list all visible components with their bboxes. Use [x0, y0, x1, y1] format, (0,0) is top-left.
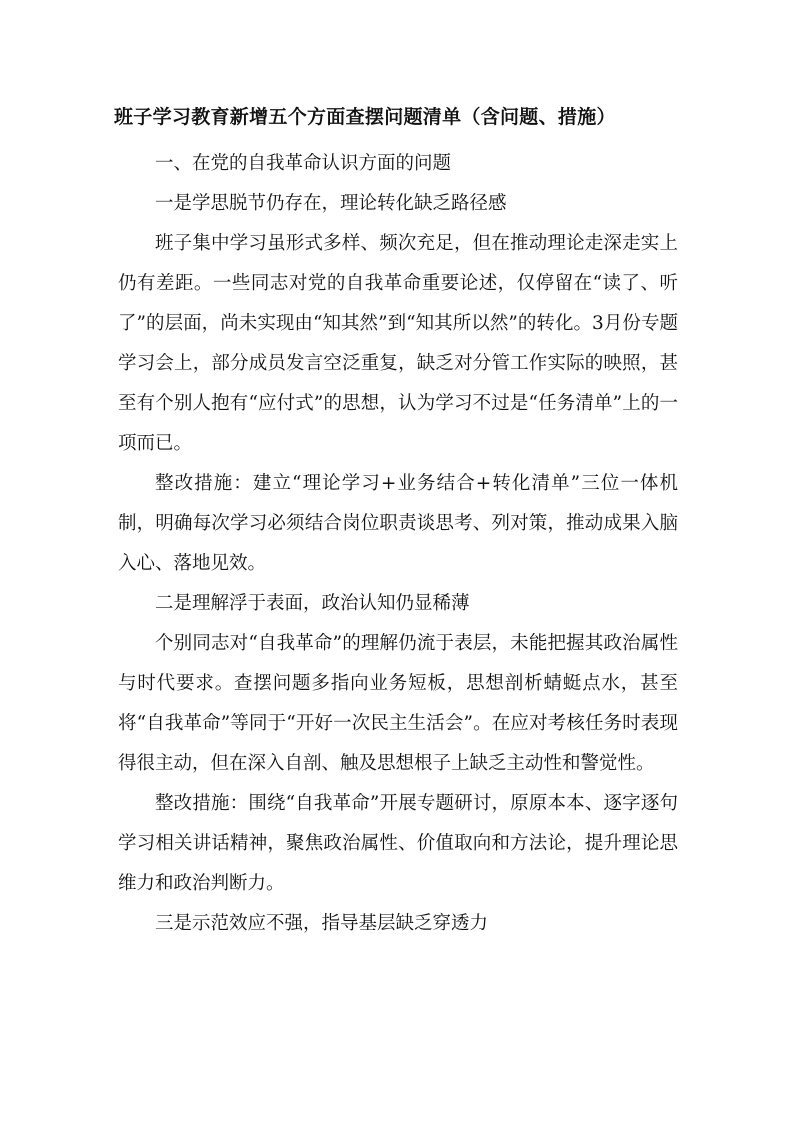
body-paragraph: 个别同志对“自我革命”的理解仍流于表层，未能把握其政治属性与时代要求。查摆问题多指向业务短板，思想剖析蜻蜓点水，甚至将“自我革命”等同于“开好一次民主生活会”。在应对考核任务时表现得很主动，但在深入自剖、触及思想根子上缺乏主动性和警觉性。 [118, 633, 678, 774]
subsection-heading: 三是示范效应不强，指导基层缺乏穿透力 [155, 913, 489, 934]
document-title: 班子学习教育新增五个方面查摆问题清单（含问题、措施） [114, 106, 616, 128]
body-paragraph: 班子集中学习虽形式多样、频次充足，但在推动理论走深走实上仍有差距。一些同志对党的自我革命重要论述，仅停留在“读了、听了”的层面，尚未实现由“知其然”到“知其所以然”的转化。3月份专题学习会上，部分成员发言空泛重复，缺乏对分管工作实际的映照，甚至有个别人抱有“应付式”的思想，认为学习不过是“任务清单”上的一项而已。 [118, 233, 678, 454]
subsection-heading: 一是学思脱节仍存在，理论转化缺乏路径感 [155, 193, 507, 214]
section-heading: 一、在党的自我革命认识方面的问题 [155, 153, 452, 174]
document-body [118, 144, 678, 944]
measures-paragraph: 整改措施：建立“理论学习+业务结合+转化清单”三位一体机制，明确每次学习必须结合岗位职责谈思考、列对策，推动成果入脑入心、落地见效。 [118, 473, 678, 574]
subsection-heading: 二是理解浮于表面，政治认知仍显稀薄 [155, 593, 470, 614]
measures-paragraph: 整改措施：围绕“自我革命”开展专题研讨，原原本本、逐字逐句学习相关讲话精神，聚焦政治属性、价值取向和方法论，提升理论思维力和政治判断力。 [118, 793, 678, 894]
